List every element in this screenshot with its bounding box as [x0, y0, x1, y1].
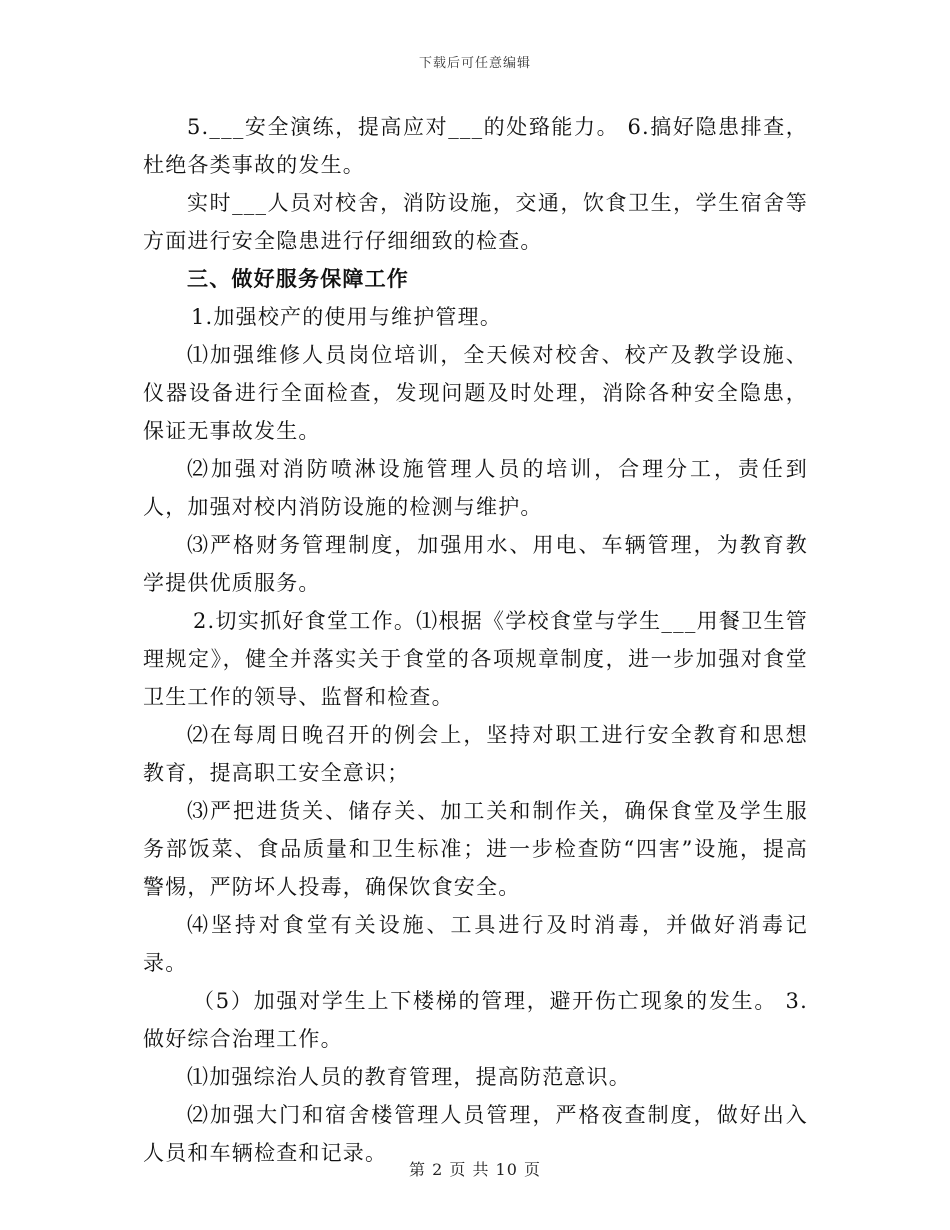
paragraph-maintenance-training: ⑴加强维修人员岗位培训，全天候对校舍、校产及教学设施、仪器设备进行全面检查，发现问题及时处理，消除各种安全隐患，保证无事故发生。: [143, 343, 808, 443]
document-body: [143, 108, 808, 1172]
paragraph-finance-management: ⑶严格财务管理制度，加强用水、用电、车辆管理，为教育教学提供优质服务。: [143, 533, 808, 595]
page-header-note: 下载后可任意编辑: [418, 56, 531, 71]
paragraph-disinfection: ⑷坚持对食堂有关设施、工具进行及时消毒，并做好消毒记录。: [143, 913, 808, 975]
paragraph-fire-sprinkler: ⑵加强对消防喷淋设施管理人员的培训，合理分工，责任到人，加强对校内消防设施的检测与维护。: [143, 457, 808, 519]
paragraph-stairs-management: （5）加强对学生上下楼梯的管理，避开伤亡现象的发生。 3.做好综合治理工作。: [143, 989, 808, 1051]
paragraph-safety-drill: 5.___安全演练，提高应对___的处臵能力。 6.搞好隐患排查，杜绝各类事故的发生。: [143, 115, 808, 177]
paragraph-gate-dorm-management: ⑵加强大门和宿舍楼管理人员管理，严格夜查制度，做好出入人员和车辆检查和记录。: [143, 1103, 808, 1165]
section-heading-service-support: 三、做好服务保障工作: [187, 266, 409, 291]
page-number-footer: 第 2 页 共 10 页: [409, 1160, 541, 1179]
paragraph-food-quality: ⑶严把进货关、储存关、加工关和制作关，确保食堂及学生服务部饭菜、食品质量和卫生标准；进一步检查防“四害”设施，提高警惕，严防坏人投毒，确保饮食安全。: [143, 799, 808, 899]
paragraph-canteen-work: 2.切实抓好食堂工作。⑴根据《学校食堂与学生___用餐卫生管理规定》，健全并落实关于食堂的各项规章制度，进一步加强对食堂卫生工作的领导、监督和检查。: [143, 609, 808, 709]
paragraph-weekly-meeting: ⑵在每周日晚召开的例会上，坚持对职工进行安全教育和思想教育，提高职工安全意识；: [143, 723, 808, 785]
paragraph-hazard-inspection: 实时___人员对校舍，消防设施，交通，饮食卫生，学生宿舍等方面进行安全隐患进行仔细细致的检查。: [143, 191, 808, 253]
paragraph-security-staff: ⑴加强综治人员的教育管理，提高防范意识。: [187, 1065, 631, 1089]
paragraph-asset-management: 1.加强校产的使用与维护管理。: [191, 305, 503, 329]
